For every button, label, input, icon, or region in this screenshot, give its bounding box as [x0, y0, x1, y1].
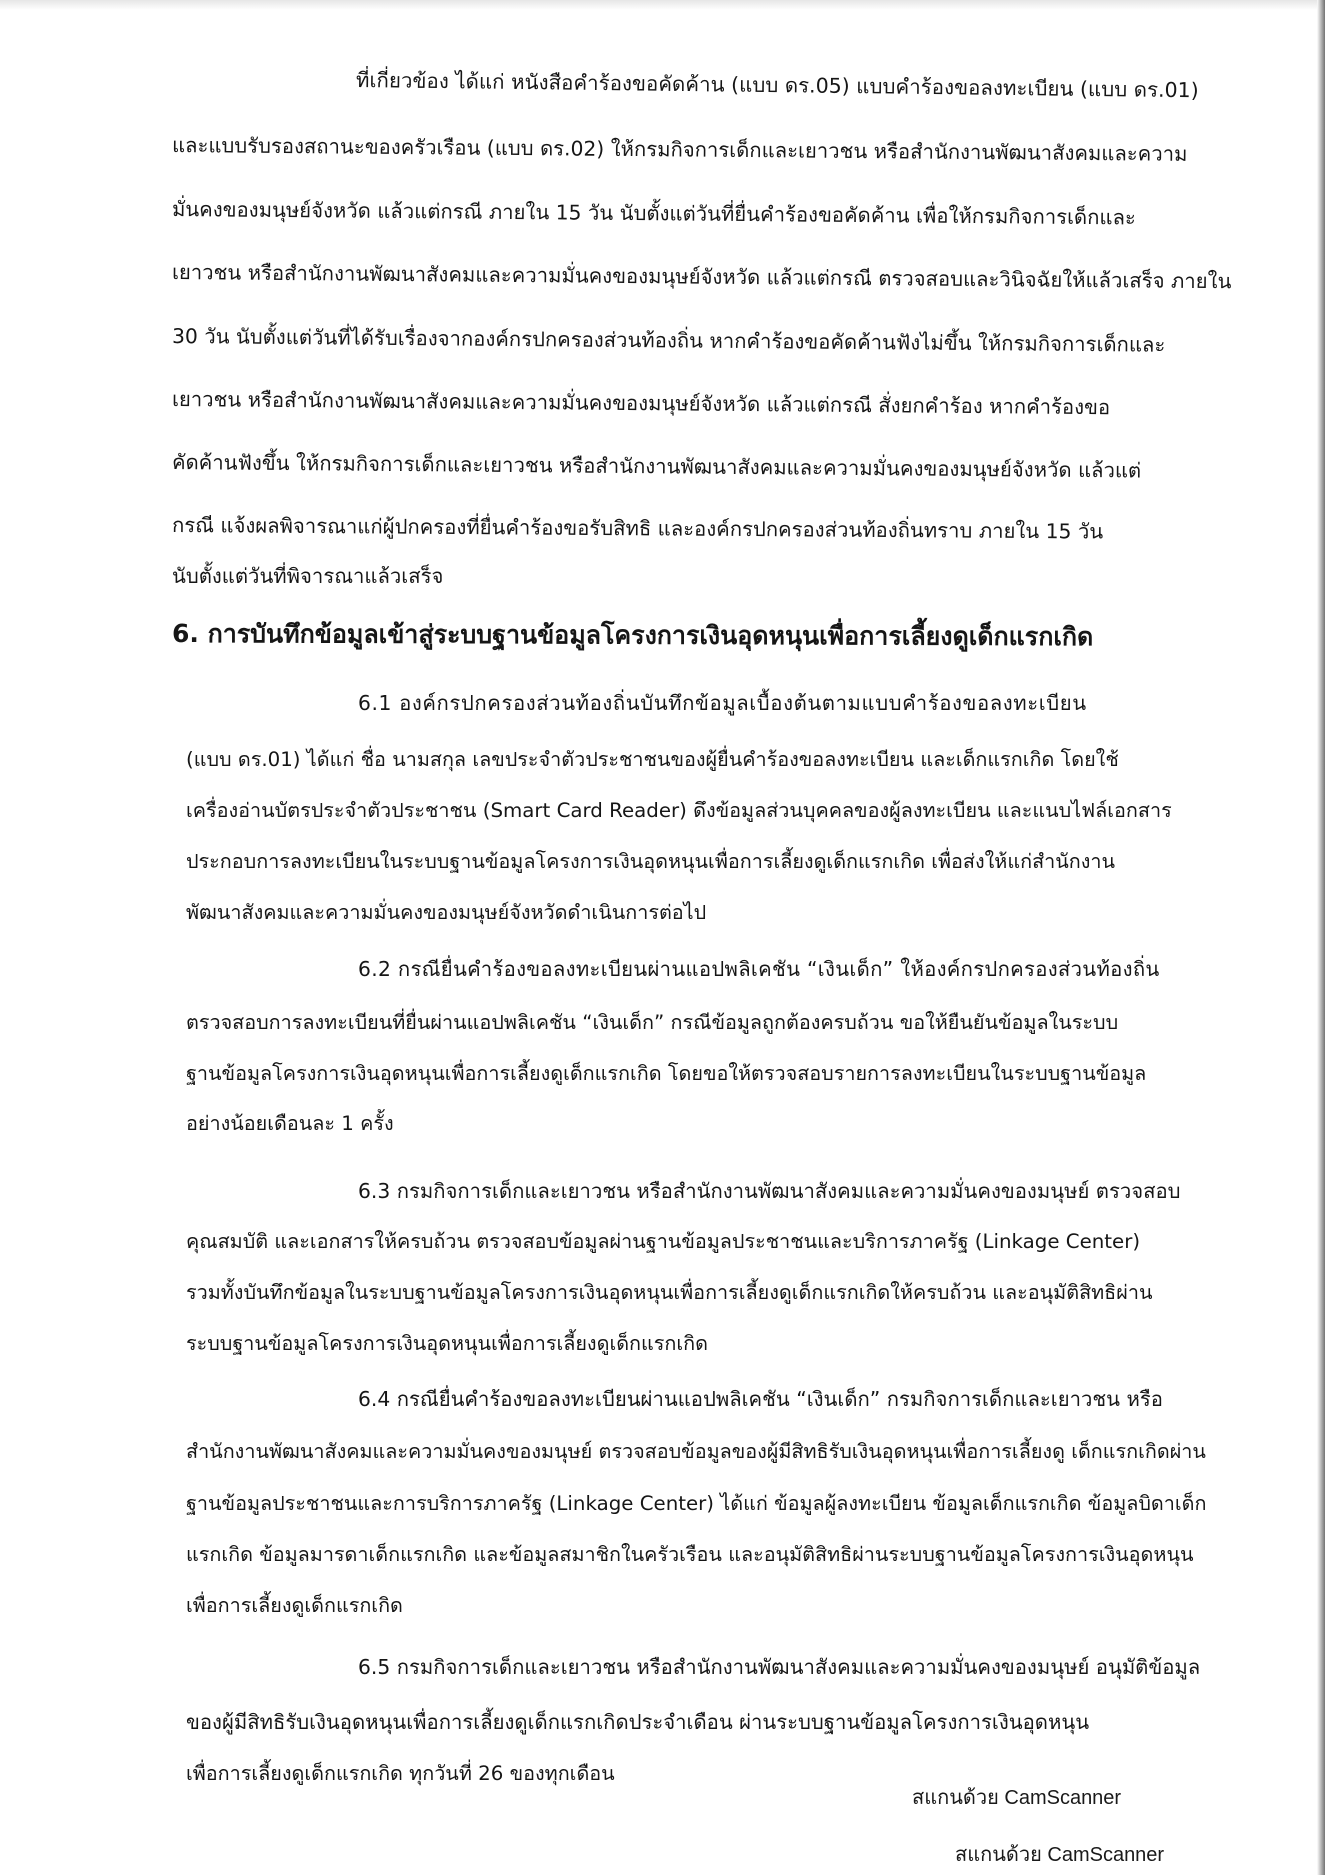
para-6-1-line-2: (แบบ ดร.01) ได้แก่ ชื่อ นามสกุล เลขประจำตัวประชาชนของผู้ยื่นคำร้องขอลงทะเบียน และเด็กแรกเกิด โดยใช้ — [186, 748, 1119, 771]
scan-right-edge — [1317, 0, 1325, 1875]
para-6-1-line-1: 6.1 องค์กรปกครองส่วนท้องถิ่นบันทึกข้อมูลเบื้องต้นตามแบบคำร้องขอลงทะเบียน — [358, 691, 1087, 715]
para-6-1-line-3: เครื่องอ่านบัตรประจำตัวประชาชน (Smart Card Reader) ดึงข้อมูลส่วนบุคคลของผู้ลงทะเบียน และแนบไฟล์เอกสาร — [186, 799, 1172, 822]
para-6-4-line-5: เพื่อการเลี้ยงดูเด็กแรกเกิด — [186, 1594, 403, 1617]
para-6-5-line-1: 6.5 กรมกิจการเด็กและเยาวชน หรือสำนักงานพัฒนาสังคมและความมั่นคงของมนุษย์ อนุมัติข้อมูล — [358, 1655, 1201, 1679]
intro-line-3: มั่นคงของมนุษย์จังหวัด แล้วแต่กรณี ภายใน 15 วัน นับตั้งแต่วันที่ยื่นคำร้องขอคัดค้าน เพื่อให้กรมกิจการเด็กและ — [171, 197, 1136, 230]
para-6-3-line-2: คุณสมบัติ และเอกสารให้ครบถ้วน ตรวจสอบข้อมูลผ่านฐานข้อมูลประชาชนและบริการภาครัฐ (Linkage Center) — [186, 1230, 1141, 1253]
para-6-3-line-4: ระบบฐานข้อมูลโครงการเงินอุดหนุนเพื่อการเลี้ยงดูเด็กแรกเกิด — [186, 1332, 708, 1355]
intro-line-9: นับตั้งแต่วันที่พิจารณาแล้วเสร็จ — [172, 564, 444, 588]
section-heading-6: 6. การบันทึกข้อมูลเข้าสู่ระบบฐานข้อมูลโครงการเงินอุดหนุนเพื่อการเลี้ยงดูเด็กแรกเกิด — [171, 619, 1094, 652]
para-6-5-line-3: เพื่อการเลี้ยงดูเด็กแรกเกิด ทุกวันที่ 26 ของทุกเดือน — [186, 1762, 615, 1785]
intro-line-2: และแบบรับรองสถานะของครัวเรือน (แบบ ดร.02) ให้กรมกิจการเด็กและเยาวชน หรือสำนักงานพัฒนาสังคมและความ — [171, 133, 1188, 166]
para-6-4-line-4: แรกเกิด ข้อมูลมารดาเด็กแรกเกิด และข้อมูลสมาชิกในครัวเรือน และอนุมัติสิทธิผ่านระบบฐานข้อมูลโครงการเงินอุดหนุน — [186, 1543, 1194, 1566]
para-6-3-line-3: รวมทั้งบันทึกข้อมูลในระบบฐานข้อมูลโครงการเงินอุดหนุนเพื่อการเลี้ยงดูเด็กแรกเกิดให้ครบถ้วน และอนุมัติสิทธิผ่าน — [186, 1281, 1153, 1304]
intro-line-6: เยาวชน หรือสำนักงานพัฒนาสังคมและความมั่นคงของมนุษย์จังหวัด แล้วแต่กรณี สั่งยกคำร้อง หากคำร้องขอ — [171, 387, 1111, 420]
para-6-2-line-4: อย่างน้อยเดือนละ 1 ครั้ง — [186, 1112, 394, 1135]
scan-top-shadow — [0, 0, 1325, 10]
para-6-5-line-2: ของผู้มีสิทธิรับเงินอุดหนุนเพื่อการเลี้ยงดูเด็กแรกเกิดประจำเดือน ผ่านระบบฐานข้อมูลโครงการเงินอุดหนุน — [186, 1710, 1090, 1734]
intro-line-7: คัดค้านฟังขึ้น ให้กรมกิจการเด็กและเยาวชน หรือสำนักงานพัฒนาสังคมและความมั่นคงของมนุษย์จังหวัด แล้วแต่ — [171, 450, 1142, 483]
camscanner-watermark-upper: สแกนด้วย CamScanner — [912, 1787, 1122, 1809]
camscanner-watermark-lower: สแกนด้วย CamScanner — [955, 1844, 1165, 1866]
intro-line-8: กรณี แจ้งผลพิจารณาแก่ผู้ปกครองที่ยื่นคำร้องขอรับสิทธิ และองค์กรปกครองส่วนท้องถิ่นทราบ ภายใน 15 วัน — [171, 513, 1104, 544]
para-6-2-line-2: ตรวจสอบการลงทะเบียนที่ยื่นผ่านแอปพลิเคชัน “เงินเด็ก” กรณีข้อมูลถูกต้องครบถ้วน ขอให้ยืนยันข้อมูลในระบบ — [186, 1011, 1119, 1034]
para-6-1-line-5: พัฒนาสังคมและความมั่นคงของมนุษย์จังหวัดดำเนินการต่อไป — [186, 901, 707, 924]
intro-line-1: ที่เกี่ยวข้อง ได้แก่ หนังสือคำร้องขอคัดค้าน (แบบ ดร.05) แบบคำร้องขอลงทะเบียน (แบบ ดร.01) — [355, 68, 1199, 103]
para-6-4-line-1: 6.4 กรณียื่นคำร้องขอลงทะเบียนผ่านแอปพลิเคชัน “เงินเด็ก” กรมกิจการเด็กและเยาวชน หรือ — [358, 1387, 1163, 1411]
intro-line-5: 30 วัน นับตั้งแต่วันที่ได้รับเรื่องจากองค์กรปกครองส่วนท้องถิ่น หากคำร้องขอคัดค้านฟังไม่ขึ้น ให้กรมกิจการเด็กและ — [171, 324, 1166, 357]
para-6-2-line-1: 6.2 กรณียื่นคำร้องขอลงทะเบียนผ่านแอปพลิเคชัน “เงินเด็ก” ให้องค์กรปกครองส่วนท้องถิ่น — [358, 957, 1160, 981]
intro-line-4: เยาวชน หรือสำนักงานพัฒนาสังคมและความมั่นคงของมนุษย์จังหวัด แล้วแต่กรณี ตรวจสอบและวินิจฉัยให้แล้วเสร็จ ภายใน — [171, 260, 1232, 294]
para-6-4-line-3: ฐานข้อมูลประชาชนและการบริการภาครัฐ (Linkage Center) ได้แก่ ข้อมูลผู้ลงทะเบียน ข้อมูลเด็กแรกเกิด ข้อมูลบิดาเด็ก — [186, 1492, 1207, 1515]
para-6-3-line-1: 6.3 กรมกิจการเด็กและเยาวชน หรือสำนักงานพัฒนาสังคมและความมั่นคงของมนุษย์ ตรวจสอบ — [358, 1179, 1181, 1203]
para-6-1-line-4: ประกอบการลงทะเบียนในระบบฐานข้อมูลโครงการเงินอุดหนุนเพื่อการเลี้ยงดูเด็กแรกเกิด เพื่อส่งให้แก่สำนักงาน — [186, 850, 1116, 873]
para-6-2-line-3: ฐานข้อมูลโครงการเงินอุดหนุนเพื่อการเลี้ยงดูเด็กแรกเกิด โดยขอให้ตรวจสอบรายการลงทะเบียนในระบบฐานข้อมูล — [186, 1062, 1147, 1085]
para-6-4-line-2: สำนักงานพัฒนาสังคมและความมั่นคงของมนุษย์ ตรวจสอบข้อมูลของผู้มีสิทธิรับเงินอุดหนุนเพื่อการเลี้ยงดู เด็กแรกเกิดผ่าน — [186, 1440, 1206, 1463]
